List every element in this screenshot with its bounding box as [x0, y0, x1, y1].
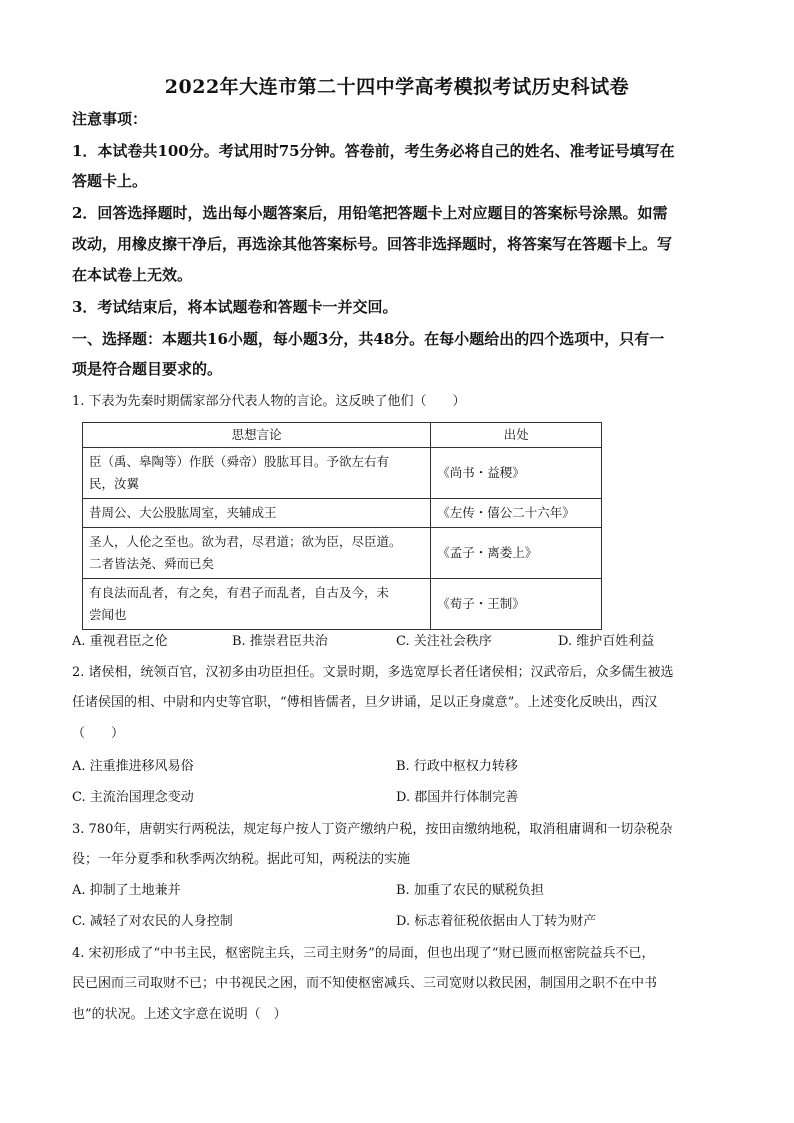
quote-cell [83, 579, 431, 630]
quote-text: 圣人，人伦之至也。欲为君，尽君道；欲为臣，尽臣道。 [89, 534, 402, 549]
table-header: 出处 [431, 423, 602, 448]
table-header: 思想言论 [83, 423, 431, 448]
quote-text: 二者皆法尧、舜而已矣 [89, 556, 215, 571]
question-1-option-b: B. 推崇君臣共治 [232, 634, 328, 649]
question-4-stem: 也”的状况。上述文字意在说明（ ） [72, 1007, 287, 1022]
notice-line: 3．考试结束后，将本试题卷和答题卡一并交回。 [72, 298, 398, 316]
quote-text: 有良法而乱者，有之矣，有君子而乱者，自古及今，未 [89, 585, 390, 600]
notice-line: 改动，用橡皮擦干净后，再选涂其他答案标号。回答非选择题时，将答案写在答题卡上。写 [72, 235, 673, 253]
quote-text: 臣（禹、皋陶等）作朕（舜帝）股肱耳目。予欲左右有 [89, 454, 390, 469]
source-cell: 《孟子・离娄上》 [431, 528, 602, 579]
quote-cell [83, 448, 431, 499]
question-2-stem: 2. 诸侯相，统领百官，汉初多由功臣担任。文景时期，多选宽厚长者任诸侯相；汉武帝后，众多儒生被选 [72, 665, 674, 680]
question-2-option-c: C. 主流治国理念变动 [72, 790, 194, 805]
notice-line: 1．本试卷共100分。考试用时75分钟。答卷前，考生务必将自己的姓名、准考证号填写在 [72, 142, 675, 160]
quotes-table [82, 422, 602, 630]
quote-text: 民，汝翼 [89, 476, 140, 491]
table-row [83, 448, 602, 499]
page-title: 2022年大连市第二十四中学高考模拟考试历史科试卷 [164, 76, 630, 98]
source-cell: 《荀子・王制》 [431, 579, 602, 630]
question-4-stem: 民已困而三司取财不已；中书视民之困，而不知使枢密减兵、三司宽财以救民困，制国用之职不在中书 [72, 976, 658, 991]
question-1-stem: 1. 下表为先秦时期儒家部分代表人物的言论。这反映了他们（ ） [72, 394, 466, 409]
question-2-option-a: A. 注重推进移风易俗 [72, 759, 194, 774]
quote-text: 尝闻也 [89, 607, 127, 622]
question-3-option-a: A. 抑制了土地兼并 [72, 883, 181, 898]
question-2-option-b: B. 行政中枢权力转移 [396, 759, 518, 774]
quote-cell [83, 528, 431, 579]
quote-text: 昔周公、大公股肱周室，夹辅成王 [89, 505, 277, 520]
question-2-stem: （ ） [72, 726, 125, 741]
section-heading-cont: 项是符合题目要求的。 [72, 360, 223, 378]
question-2-stem: 任诸侯国的相、中尉和内史等官职，“傅相皆儒者，旦夕讲诵，足以正身虞意”。上述变化反映出，西汉 [72, 695, 658, 710]
question-4-stem: 4. 宋初形成了“中书主民，枢密院主兵，三司主财务”的局面，但也出现了“财已匮而枢密院益兵不已， [72, 946, 655, 961]
question-1-option-c: C. 关注社会秩序 [396, 634, 492, 649]
source-cell: 《尚书・益稷》 [431, 448, 602, 499]
question-3-option-c: C. 减轻了对农民的人身控制 [72, 914, 233, 929]
question-3-stem: 役；一年分夏季和秋季两次纳税。据此可知，两税法的实施 [72, 852, 411, 867]
table-row [83, 499, 602, 528]
section-heading: 一、选择题：本题共16小题，每小题3分，共48分。在每小题给出的四个选项中，只有一 [72, 330, 665, 348]
table-row [83, 528, 602, 579]
notice-line: 在本试卷上无效。 [72, 266, 193, 284]
notice-line: 答题卡上。 [72, 172, 148, 190]
quote-cell [83, 499, 431, 528]
source-cell: 《左传・僖公二十六年》 [431, 499, 602, 528]
question-3-option-d: D. 标志着征税依据由人丁转为财产 [396, 914, 597, 929]
question-3-stem: 3. 780年，唐朝实行两税法，规定每户按人丁资产缴纳户税，按田亩缴纳地税，取消租庸调和一切杂税杂 [72, 822, 673, 837]
table-header-row [83, 423, 602, 448]
notice-line: 2．回答选择题时，选出每小题答案后，用铅笔把答题卡上对应题目的答案标号涂黑。如需 [72, 204, 668, 222]
question-1-option-a: A. 重视君臣之伦 [72, 634, 168, 649]
table-row [83, 579, 602, 630]
question-1-option-d: D. 维护百姓利益 [558, 634, 655, 649]
question-3-option-b: B. 加重了农民的赋税负担 [396, 883, 544, 898]
notice-heading: 注意事项： [72, 110, 148, 128]
question-2-option-d: D. 郡国并行体制完善 [396, 790, 519, 805]
